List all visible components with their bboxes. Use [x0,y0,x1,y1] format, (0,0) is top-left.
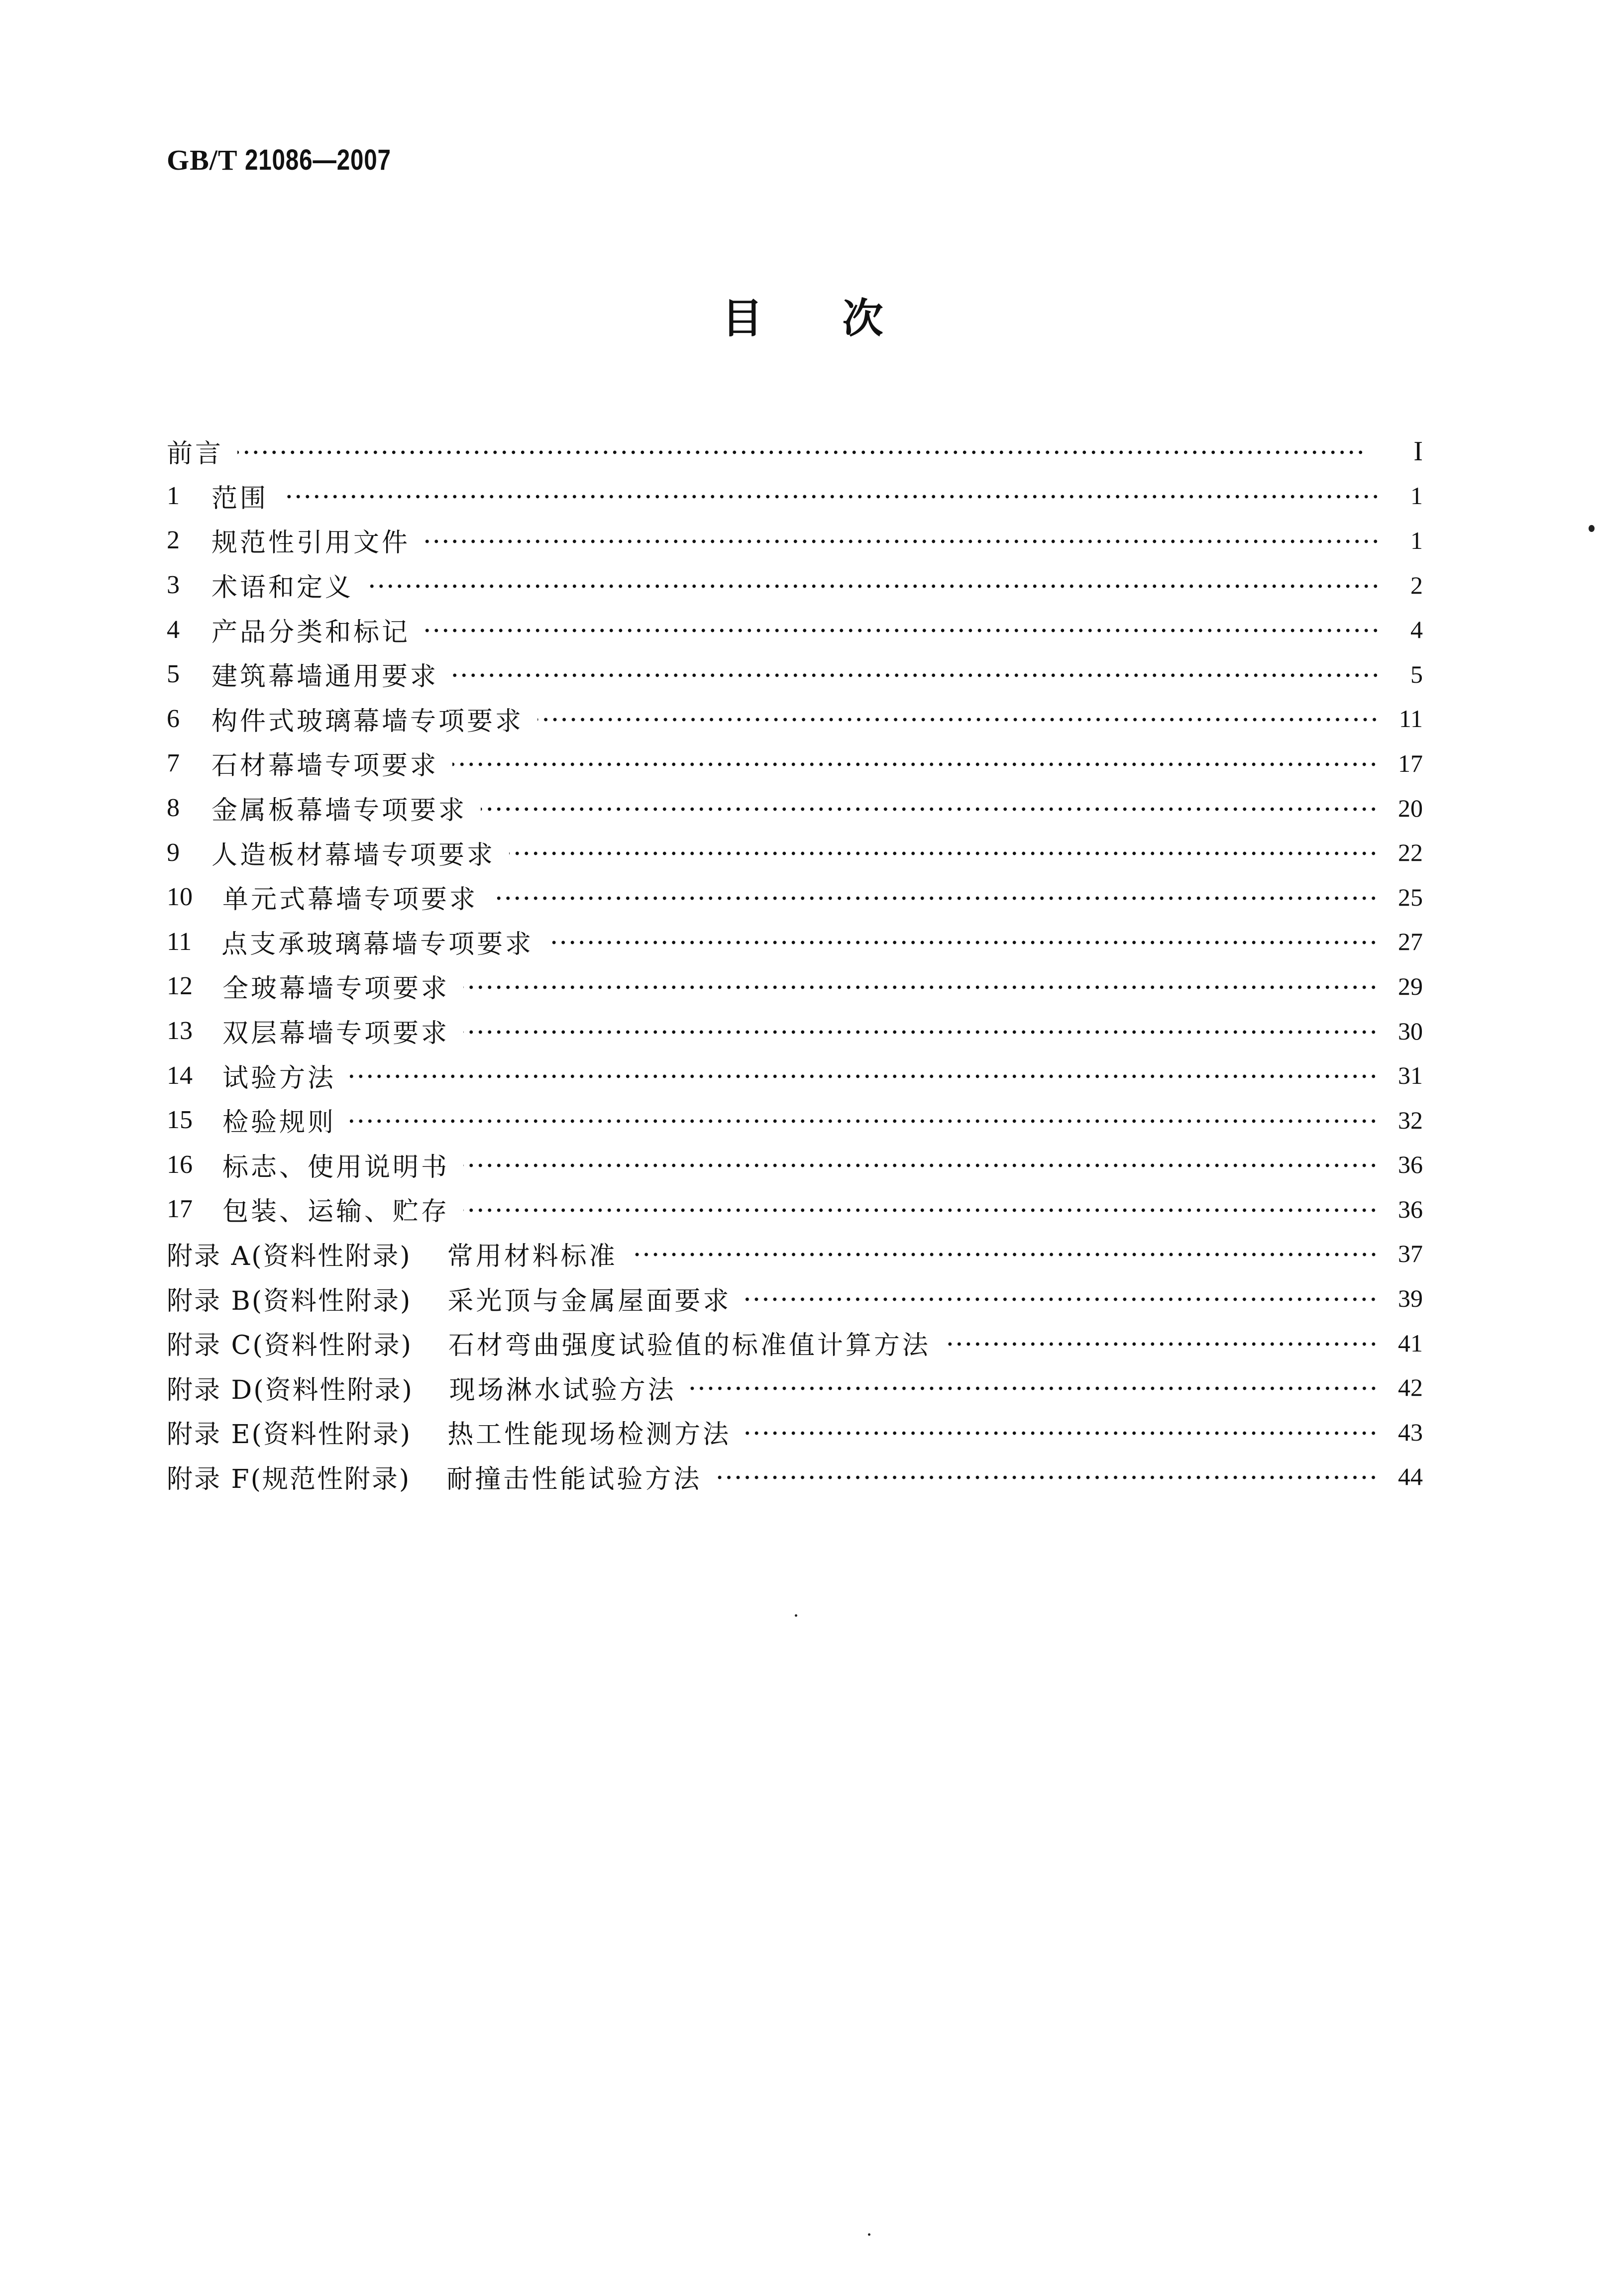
dot-leader [350,1074,1378,1078]
dot-leader [632,1252,1378,1256]
toc-entry-appendix-d[interactable] [167,1365,1423,1410]
toc-entry-number: 6 [167,704,180,733]
toc-entry-label: 热工性能现场检测方法 [447,1420,732,1450]
toc-entry-label: 金属板幕墙专项要求 [212,796,467,826]
toc-entry-page: 31 [1398,1061,1423,1090]
toc-entry-chapter-2[interactable] [167,518,1423,563]
toc-entry-page: 43 [1398,1418,1423,1446]
toc-entry-chapter-7[interactable] [167,741,1423,786]
standard-code-header [167,142,423,178]
dot-leader [463,1208,1378,1212]
toc-entry-number: 2 [167,526,180,555]
toc-entry-label: 建筑幕墙通用要求 [212,662,439,692]
scan-speck [868,2233,870,2236]
toc-entry-number: 14 [167,1061,193,1090]
dot-leader [463,985,1378,989]
toc-entry-number: 7 [167,749,180,778]
toc-entry-chapter-17[interactable] [167,1187,1423,1232]
toc-entry-number: 1 [167,481,180,510]
toc-entry-chapter-14[interactable] [167,1053,1423,1098]
toc-entry-label: 常用材料标准 [447,1241,618,1271]
toc-entry-number: 4 [167,615,180,644]
scan-speck [795,1614,797,1617]
toc-entry-page: 42 [1398,1373,1423,1402]
dot-leader [367,584,1380,588]
toc-entry-label: 现场淋水试验方法 [449,1375,676,1405]
toc-entry-page: 36 [1398,1150,1423,1179]
toc-appendix-prefix: 附录 C(资料性附录) [167,1331,413,1361]
toc-entry-chapter-9[interactable] [167,830,1423,875]
toc-entry-chapter-15[interactable] [167,1098,1423,1143]
toc-entry-number: 15 [167,1106,193,1135]
toc-entry-number: 13 [167,1017,193,1045]
toc-entry-label: 双层幕墙专项要求 [222,1019,450,1049]
toc-entry-label: 单元式幕墙专项要求 [222,885,478,915]
toc-entry-label: 石材幕墙专项要求 [212,751,439,781]
toc-appendix-prefix: 附录 D(资料性附录) [167,1375,414,1405]
dot-leader [424,539,1380,543]
toc-entry-page: 25 [1398,883,1423,911]
toc-entry-page: 1 [1410,482,1423,510]
toc-entry-number: 8 [167,794,180,823]
standard-code-number: 21086—2007 [244,144,391,176]
toc-entry-label: 前言 [167,439,224,469]
dot-leader [690,1386,1378,1390]
toc-entry-appendix-f[interactable] [167,1455,1423,1499]
toc-entry-page: 37 [1398,1240,1423,1268]
toc-entry-chapter-5[interactable] [167,652,1423,697]
dot-leader [945,1342,1378,1346]
dot-leader [452,673,1380,677]
toc-entry-page: 30 [1398,1017,1423,1045]
toc-entry-page: 5 [1410,660,1423,688]
toc-entry-label: 构件式玻璃幕墙专项要求 [212,706,524,736]
toc-entry-page: 36 [1398,1195,1423,1223]
toc-entry-label: 规范性引用文件 [212,528,411,558]
scan-speck [1589,525,1595,532]
toc-entry-label: 检验规则 [222,1108,336,1138]
toc-entry-number: 9 [167,838,180,867]
toc-entry-number: 17 [167,1195,193,1224]
toc-entry-page: 11 [1398,705,1423,733]
toc-entry-page: 2 [1410,571,1423,599]
toc-entry-appendix-a[interactable] [167,1232,1423,1276]
dot-leader [547,940,1378,944]
toc-entry-label: 耐撞击性能试验方法 [446,1464,702,1494]
dot-leader [424,628,1380,632]
toc-appendix-prefix: 附录 F(规范性附录) [167,1464,411,1494]
page-title [0,294,1605,343]
dot-leader [237,450,1365,454]
toc-appendix-prefix: 附录 E(资料性附录) [167,1420,412,1450]
toc-entry-page: 4 [1410,616,1423,644]
toc-entry-chapter-6[interactable] [167,697,1423,741]
toc-entry-number: 16 [167,1150,193,1179]
toc-entry-appendix-b[interactable] [167,1276,1423,1321]
toc-entry-label: 人造板材幕墙专项要求 [212,840,496,870]
dot-leader [463,1030,1378,1034]
toc-entry-chapter-4[interactable] [167,607,1423,652]
toc-entry-chapter-10[interactable] [167,875,1423,920]
toc-entry-appendix-c[interactable] [167,1321,1423,1365]
toc-appendix-prefix: 附录 A(资料性附录) [167,1241,412,1271]
dot-leader [452,762,1378,766]
toc-entry-appendix-e[interactable] [167,1410,1423,1455]
toc-entry-page: 44 [1398,1462,1423,1491]
toc-entry-page: 32 [1398,1106,1423,1134]
toc-entry-label: 术语和定义 [212,573,354,603]
toc-entry-number: 5 [167,660,180,689]
toc-entry-label: 全玻幕墙专项要求 [222,974,450,1004]
toc-entry-number: 11 [167,927,192,956]
toc-entry-page: 27 [1398,928,1423,956]
toc-entry-chapter-1[interactable] [167,474,1423,519]
dot-leader [481,807,1378,811]
toc-entry-preface[interactable] [167,429,1423,474]
toc-entry-label: 采光顶与金属屋面要求 [447,1286,732,1316]
dot-leader [716,1475,1378,1479]
dot-leader [745,1297,1378,1301]
dot-leader [350,1119,1378,1123]
toc-entry-label: 标志、使用说明书 [222,1152,450,1182]
dot-leader [282,495,1380,499]
page-title-char-2: 次 [842,295,883,342]
dot-leader [492,896,1378,900]
toc-entry-chapter-16[interactable] [167,1143,1423,1187]
toc-entry-page: I [1413,435,1423,467]
toc-entry-label: 点支承玻璃幕墙专项要求 [221,929,534,959]
toc-entry-number: 3 [167,571,180,600]
table-of-contents [167,429,1423,1499]
toc-entry-chapter-11[interactable] [167,920,1423,964]
dot-leader [509,851,1378,855]
toc-entry-page: 20 [1398,794,1423,822]
toc-entry-number: 12 [167,972,193,1001]
toc-entry-chapter-13[interactable] [167,1009,1423,1053]
toc-entry-page: 22 [1398,838,1423,867]
standard-code-prefix: GB/T [167,144,238,176]
dot-leader [745,1431,1378,1435]
toc-appendix-prefix: 附录 B(资料性附录) [167,1286,412,1316]
toc-entry-label: 范围 [212,483,269,514]
toc-entry-label: 试验方法 [222,1063,336,1093]
toc-entry-label: 产品分类和标记 [212,617,411,647]
toc-entry-chapter-8[interactable] [167,786,1423,831]
dot-leader [463,1163,1378,1167]
toc-entry-page: 41 [1398,1329,1423,1357]
toc-entry-page: 29 [1398,972,1423,1000]
toc-entry-page: 1 [1410,526,1423,554]
toc-entry-label: 石材弯曲强度试验值的标准值计算方法 [448,1331,931,1361]
toc-entry-chapter-12[interactable] [167,964,1423,1009]
toc-entry-number: 10 [167,883,193,912]
page-title-char-1: 目 [722,295,763,342]
toc-entry-page: 39 [1398,1284,1423,1313]
toc-entry-chapter-3[interactable] [167,563,1423,608]
dot-leader [537,718,1379,722]
toc-entry-label: 包装、运输、贮存 [222,1197,450,1227]
toc-entry-page: 17 [1398,749,1423,777]
